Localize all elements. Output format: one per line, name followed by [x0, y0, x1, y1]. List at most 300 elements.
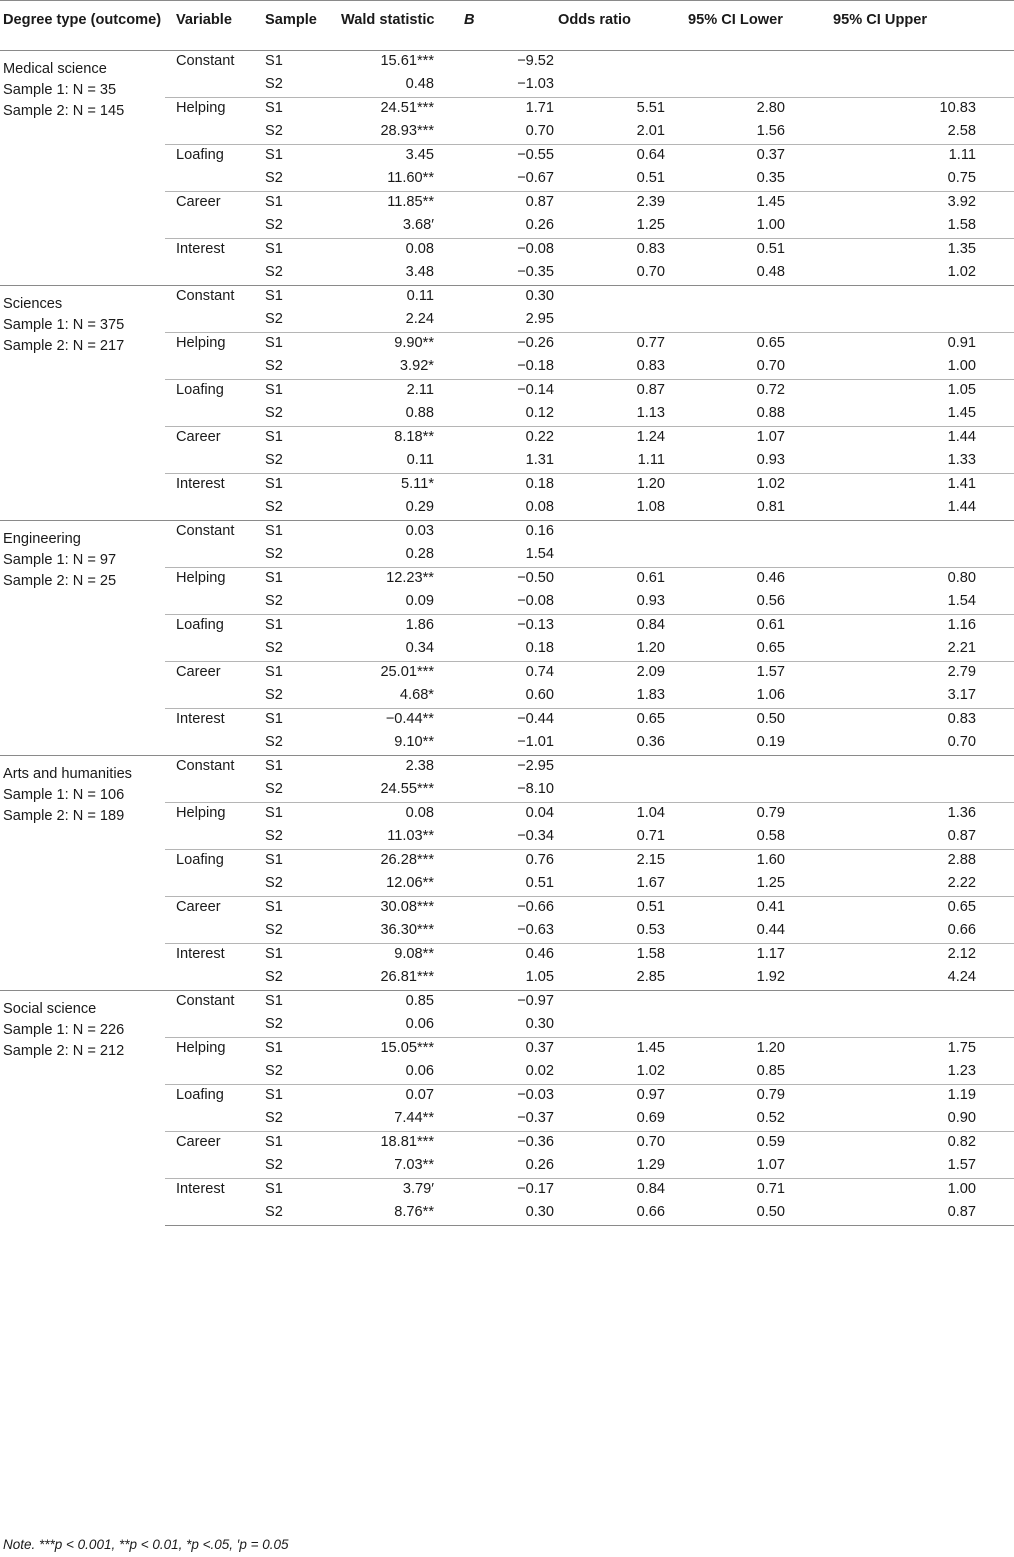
variable-cell	[165, 615, 265, 662]
b-coefficient-cell	[464, 897, 558, 944]
odds-ratio-cell-value: 0.36	[636, 734, 665, 750]
odds-ratio-cell	[558, 709, 688, 756]
ci-upper-cell-value: 0.75	[947, 170, 976, 186]
sample-1-n: Sample 1: N = 97	[3, 552, 117, 568]
wald-statistic-cell-value: 0.08	[405, 241, 434, 257]
ci-lower-cell-value	[688, 286, 785, 309]
ci-lower-cell-value: 0.37	[756, 147, 785, 163]
sample-cell-value: S1	[265, 241, 283, 257]
b-coefficient-cell-value: 0.51	[525, 875, 554, 891]
degree-name: Sciences	[3, 296, 63, 312]
sample-cell-value: S1	[265, 1134, 283, 1150]
header-row	[0, 1, 1014, 51]
odds-ratio-cell	[558, 991, 688, 1038]
wald-statistic-cell	[341, 333, 464, 380]
ci-upper-cell-value: 3.17	[947, 687, 976, 703]
sample-cell-value: S2	[265, 264, 283, 280]
wald-statistic-cell-value: 28.93***	[380, 123, 434, 139]
b-coefficient-cell	[464, 615, 558, 662]
ci-lower-cell	[688, 239, 833, 286]
b-coefficient-cell-value: −0.36	[517, 1134, 554, 1150]
wald-statistic-cell-value: 0.48	[405, 76, 434, 92]
wald-statistic-cell-value: 0.28	[405, 546, 434, 562]
sample-cell	[265, 803, 341, 850]
b-coefficient-cell-value: −2.95	[517, 758, 554, 774]
ci-lower-cell-value: 0.81	[756, 499, 785, 515]
b-coefficient-cell	[464, 803, 558, 850]
sample-cell-value: S1	[265, 946, 283, 962]
wald-statistic-cell-value: 7.44**	[394, 1110, 434, 1126]
ci-lower-cell	[688, 286, 833, 333]
header-degree-type: Degree type (outcome)	[0, 1, 165, 51]
ci-upper-cell-value: 0.65	[947, 899, 976, 915]
wald-statistic-cell	[341, 850, 464, 897]
ci-upper-cell-value: 1.58	[947, 217, 976, 233]
degree-name: Social science	[3, 1001, 97, 1017]
ci-upper-cell	[833, 333, 1014, 380]
odds-ratio-cell-value: 0.66	[636, 1204, 665, 1220]
ci-lower-cell-value: 0.50	[756, 711, 785, 727]
ci-upper-cell	[833, 1038, 1014, 1085]
sample-cell-value: S2	[265, 1016, 283, 1032]
sample-cell	[265, 521, 341, 568]
sample-cell-value: S2	[265, 1110, 283, 1126]
ci-lower-cell	[688, 944, 833, 991]
b-coefficient-cell-value: −0.17	[517, 1181, 554, 1197]
sample-cell-value: S2	[265, 969, 283, 985]
sample-cell-value: S2	[265, 922, 283, 938]
odds-ratio-cell-value: 1.13	[636, 405, 665, 421]
ci-upper-cell	[833, 239, 1014, 286]
b-coefficient-cell-value: −8.10	[517, 781, 554, 797]
odds-ratio-cell-value: 1.20	[636, 476, 665, 492]
sample-cell	[265, 427, 341, 474]
wald-statistic-cell	[341, 803, 464, 850]
ci-lower-cell	[688, 756, 833, 803]
wald-statistic-cell-value: −0.44**	[385, 711, 434, 727]
table-row	[0, 756, 1014, 803]
ci-upper-cell-value: 1.02	[947, 264, 976, 280]
ci-lower-cell-value	[688, 309, 785, 332]
table-body	[0, 51, 1014, 1226]
wald-statistic-cell	[341, 568, 464, 615]
ci-upper-cell-value: 2.88	[947, 852, 976, 868]
variable-name: Career	[176, 1134, 221, 1150]
wald-statistic-cell-value: 2.38	[405, 758, 434, 774]
odds-ratio-cell-value: 1.29	[636, 1157, 665, 1173]
odds-ratio-cell-value	[558, 779, 665, 802]
ci-upper-cell	[833, 1132, 1014, 1179]
ci-lower-cell-value: 1.20	[756, 1040, 785, 1056]
variable-cell	[165, 380, 265, 427]
b-coefficient-cell-value: 0.60	[525, 687, 554, 703]
ci-lower-cell-value: 1.17	[756, 946, 785, 962]
ci-lower-cell	[688, 1132, 833, 1179]
odds-ratio-cell	[558, 756, 688, 803]
ci-lower-cell-value: 1.25	[756, 875, 785, 891]
ci-lower-cell-value: 1.07	[756, 429, 785, 445]
ci-upper-cell	[833, 944, 1014, 991]
table-row	[0, 521, 1014, 568]
wald-statistic-cell-value: 0.29	[405, 499, 434, 515]
ci-lower-cell-value: 0.35	[756, 170, 785, 186]
sample-cell	[265, 239, 341, 286]
wald-statistic-cell-value: 3.45	[405, 147, 434, 163]
ci-lower-cell	[688, 1179, 833, 1226]
b-coefficient-cell	[464, 944, 558, 991]
ci-lower-cell-value: 0.59	[756, 1134, 785, 1150]
b-coefficient-cell-value: 0.18	[525, 640, 554, 656]
wald-statistic-cell	[341, 1132, 464, 1179]
variable-cell	[165, 662, 265, 709]
odds-ratio-cell-value: 0.97	[636, 1087, 665, 1103]
sample-cell-value: S1	[265, 664, 283, 680]
b-coefficient-cell-value: −0.26	[517, 335, 554, 351]
odds-ratio-cell-value: 0.83	[636, 358, 665, 374]
ci-upper-cell-value: 0.87	[947, 828, 976, 844]
ci-upper-cell	[833, 51, 1014, 98]
ci-lower-cell-value: 0.50	[756, 1204, 785, 1220]
wald-statistic-cell-value: 0.03	[405, 523, 434, 539]
ci-lower-cell	[688, 1085, 833, 1132]
ci-upper-cell-value: 1.33	[947, 452, 976, 468]
sample-cell	[265, 145, 341, 192]
ci-lower-cell-value: 0.88	[756, 405, 785, 421]
odds-ratio-cell	[558, 427, 688, 474]
sample-cell-value: S2	[265, 1204, 283, 1220]
wald-statistic-cell-value: 0.85	[405, 993, 434, 1009]
wald-statistic-cell	[341, 145, 464, 192]
ci-lower-cell	[688, 850, 833, 897]
b-coefficient-cell-value: 1.54	[525, 546, 554, 562]
wald-statistic-cell	[341, 991, 464, 1038]
degree-name: Medical science	[3, 61, 107, 77]
wald-statistic-cell-value: 0.07	[405, 1087, 434, 1103]
variable-cell	[165, 286, 265, 333]
b-coefficient-cell-value: 0.18	[525, 476, 554, 492]
ci-lower-cell	[688, 98, 833, 145]
odds-ratio-cell-value: 0.64	[636, 147, 665, 163]
wald-statistic-cell-value: 9.90**	[394, 335, 434, 351]
variable-name: Constant	[176, 758, 235, 774]
sample-cell-value: S2	[265, 358, 283, 374]
sample-cell-value: S2	[265, 1063, 283, 1079]
ci-upper-cell-value	[833, 1014, 976, 1037]
header-b: B	[464, 1, 558, 51]
odds-ratio-cell	[558, 192, 688, 239]
degree-type-cell	[0, 51, 165, 286]
b-coefficient-cell	[464, 145, 558, 192]
table-row	[0, 51, 1014, 98]
ci-lower-cell-value: 0.44	[756, 922, 785, 938]
ci-upper-cell-value: 0.70	[947, 734, 976, 750]
variable-cell	[165, 568, 265, 615]
ci-upper-cell-value: 1.44	[947, 499, 976, 515]
ci-upper-cell	[833, 897, 1014, 944]
sample-cell-value: S1	[265, 53, 283, 69]
header-ci-upper: 95% CI Upper	[833, 1, 1014, 51]
variable-name: Career	[176, 194, 221, 210]
ci-upper-cell-value: 0.80	[947, 570, 976, 586]
odds-ratio-cell-value	[558, 991, 665, 1014]
wald-statistic-cell-value: 4.68*	[399, 687, 434, 703]
sample-cell	[265, 709, 341, 756]
wald-statistic-cell	[341, 756, 464, 803]
sample-2-n: Sample 2: N = 212	[3, 1043, 125, 1059]
odds-ratio-cell	[558, 1038, 688, 1085]
b-coefficient-cell-value: 1.05	[525, 969, 554, 985]
b-coefficient-cell	[464, 192, 558, 239]
sample-cell-value: S1	[265, 711, 283, 727]
b-coefficient-cell-value: −0.97	[517, 993, 554, 1009]
b-coefficient-cell	[464, 756, 558, 803]
b-coefficient-cell-value: −0.37	[517, 1110, 554, 1126]
table-row	[0, 991, 1014, 1038]
ci-lower-cell-value	[688, 1014, 785, 1037]
odds-ratio-cell-value: 2.85	[636, 969, 665, 985]
variable-name: Loafing	[176, 382, 224, 398]
ci-lower-cell	[688, 333, 833, 380]
odds-ratio-cell-value: 1.58	[636, 946, 665, 962]
wald-statistic-cell-value: 26.28***	[380, 852, 434, 868]
ci-upper-cell	[833, 1085, 1014, 1132]
variable-cell	[165, 944, 265, 991]
wald-statistic-cell	[341, 521, 464, 568]
wald-statistic-cell-value: 3.92*	[399, 358, 434, 374]
ci-upper-cell	[833, 709, 1014, 756]
ci-lower-cell	[688, 380, 833, 427]
sample-cell-value: S2	[265, 828, 283, 844]
variable-cell	[165, 709, 265, 756]
variable-cell	[165, 145, 265, 192]
ci-upper-cell-value	[833, 756, 976, 779]
b-coefficient-cell-value: 0.26	[525, 1157, 554, 1173]
odds-ratio-cell-value: 1.83	[636, 687, 665, 703]
wald-statistic-cell-value: 36.30***	[380, 922, 434, 938]
odds-ratio-cell-value	[558, 544, 665, 567]
ci-upper-cell-value: 0.82	[947, 1134, 976, 1150]
odds-ratio-cell-value: 2.01	[636, 123, 665, 139]
ci-upper-cell-value	[833, 286, 976, 309]
odds-ratio-cell-value: 2.09	[636, 664, 665, 680]
variable-cell	[165, 192, 265, 239]
wald-statistic-cell-value: 12.06**	[386, 875, 434, 891]
variable-cell	[165, 756, 265, 803]
sample-1-n: Sample 1: N = 106	[3, 787, 125, 803]
odds-ratio-cell-value	[558, 1014, 665, 1037]
odds-ratio-cell-value: 0.70	[636, 264, 665, 280]
odds-ratio-cell	[558, 474, 688, 521]
ci-lower-cell-value: 0.70	[756, 358, 785, 374]
sample-cell-value: S1	[265, 335, 283, 351]
variable-name: Helping	[176, 335, 226, 351]
ci-lower-cell-value	[688, 991, 785, 1014]
wald-statistic-cell-value: 9.08**	[394, 946, 434, 962]
ci-upper-cell	[833, 380, 1014, 427]
odds-ratio-cell-value	[558, 286, 665, 309]
odds-ratio-cell	[558, 944, 688, 991]
sample-cell	[265, 333, 341, 380]
odds-ratio-cell-value: 1.08	[636, 499, 665, 515]
odds-ratio-cell-value: 1.04	[636, 805, 665, 821]
sample-2-n: Sample 2: N = 189	[3, 808, 125, 824]
sample-cell-value: S2	[265, 311, 283, 327]
variable-cell	[165, 239, 265, 286]
ci-upper-cell-value: 1.05	[947, 382, 976, 398]
b-coefficient-cell	[464, 709, 558, 756]
b-coefficient-cell-value: 0.30	[525, 1204, 554, 1220]
ci-upper-cell-value	[833, 991, 976, 1014]
sample-cell	[265, 756, 341, 803]
variable-name: Helping	[176, 805, 226, 821]
b-coefficient-cell	[464, 380, 558, 427]
odds-ratio-cell	[558, 1085, 688, 1132]
table-note: Note. ***p < 0.001, **p < 0.01, *p <.05, ′p = 0.05	[3, 1537, 289, 1552]
b-coefficient-cell-value: 0.22	[525, 429, 554, 445]
wald-statistic-cell-value: 0.06	[405, 1063, 434, 1079]
wald-statistic-cell-value: 0.06	[405, 1016, 434, 1032]
wald-statistic-cell	[341, 474, 464, 521]
ci-upper-cell	[833, 850, 1014, 897]
ci-lower-cell-value	[688, 779, 785, 802]
variable-cell	[165, 474, 265, 521]
ci-lower-cell-value: 1.56	[756, 123, 785, 139]
wald-statistic-cell	[341, 427, 464, 474]
sample-cell-value: S1	[265, 899, 283, 915]
degree-type-cell	[0, 756, 165, 991]
ci-upper-cell-value: 1.23	[947, 1063, 976, 1079]
ci-lower-cell-value: 0.51	[756, 241, 785, 257]
wald-statistic-cell-value: 1.86	[405, 617, 434, 633]
odds-ratio-cell	[558, 286, 688, 333]
ci-upper-cell-value: 10.83	[939, 100, 976, 116]
odds-ratio-cell-value: 0.71	[636, 828, 665, 844]
odds-ratio-cell-value: 0.84	[636, 617, 665, 633]
wald-statistic-cell-value: 11.60**	[387, 170, 434, 186]
ci-upper-cell	[833, 286, 1014, 333]
variable-name: Constant	[176, 53, 235, 69]
wald-statistic-cell	[341, 51, 464, 98]
ci-upper-cell-value: 0.90	[947, 1110, 976, 1126]
ci-lower-cell	[688, 897, 833, 944]
wald-statistic-cell	[341, 662, 464, 709]
ci-upper-cell	[833, 98, 1014, 145]
sample-cell	[265, 944, 341, 991]
ci-upper-cell-value: 1.36	[947, 805, 976, 821]
wald-statistic-cell-value: 0.09	[405, 593, 434, 609]
sample-cell-value: S1	[265, 429, 283, 445]
sample-cell	[265, 1038, 341, 1085]
sample-cell-value: S2	[265, 875, 283, 891]
b-coefficient-cell-value: −1.01	[517, 734, 554, 750]
ci-lower-cell-value: 0.56	[756, 593, 785, 609]
sample-cell-value: S1	[265, 617, 283, 633]
wald-statistic-cell	[341, 944, 464, 991]
b-coefficient-cell-value: −0.14	[517, 382, 554, 398]
variable-name: Interest	[176, 711, 225, 727]
sample-cell-value: S2	[265, 452, 283, 468]
wald-statistic-cell	[341, 1038, 464, 1085]
b-coefficient-cell-value: −0.08	[517, 593, 554, 609]
ci-upper-cell-value: 2.58	[947, 123, 976, 139]
odds-ratio-cell-value: 5.51	[636, 100, 665, 116]
sample-cell-value: S2	[265, 76, 283, 92]
sample-cell	[265, 1179, 341, 1226]
b-coefficient-cell-value: 0.30	[525, 1016, 554, 1032]
ci-lower-cell-value	[688, 756, 785, 779]
ci-lower-cell-value: 0.79	[756, 805, 785, 821]
variable-cell	[165, 98, 265, 145]
variable-cell	[165, 521, 265, 568]
sample-cell-value: S2	[265, 405, 283, 421]
wald-statistic-cell	[341, 380, 464, 427]
variable-cell	[165, 1132, 265, 1179]
odds-ratio-cell	[558, 239, 688, 286]
odds-ratio-cell-value: 0.87	[636, 382, 665, 398]
b-coefficient-cell	[464, 333, 558, 380]
b-coefficient-cell-value: 0.87	[525, 194, 554, 210]
degree-type-cell	[0, 286, 165, 521]
odds-ratio-cell-value: 0.77	[636, 335, 665, 351]
degree-type-cell	[0, 991, 165, 1226]
wald-statistic-cell	[341, 709, 464, 756]
odds-ratio-cell	[558, 521, 688, 568]
variable-cell	[165, 991, 265, 1038]
ci-upper-cell	[833, 568, 1014, 615]
b-coefficient-cell	[464, 850, 558, 897]
b-coefficient-cell-value: 0.30	[525, 288, 554, 304]
b-coefficient-cell-value: 0.70	[525, 123, 554, 139]
sample-cell-value: S1	[265, 288, 283, 304]
b-coefficient-cell-value: −0.50	[517, 570, 554, 586]
b-coefficient-cell-value: 0.12	[525, 405, 554, 421]
b-coefficient-cell-value: 1.31	[525, 452, 554, 468]
sample-cell	[265, 1132, 341, 1179]
odds-ratio-cell-value: 0.83	[636, 241, 665, 257]
b-coefficient-cell-value: −0.34	[517, 828, 554, 844]
ci-lower-cell-value: 0.52	[756, 1110, 785, 1126]
sample-cell-value: S1	[265, 1181, 283, 1197]
wald-statistic-cell	[341, 192, 464, 239]
ci-upper-cell-value: 4.24	[947, 969, 976, 985]
odds-ratio-cell-value: 2.39	[636, 194, 665, 210]
wald-statistic-cell	[341, 615, 464, 662]
ci-lower-cell-value: 0.71	[756, 1181, 785, 1197]
sample-cell-value: S1	[265, 476, 283, 492]
wald-statistic-cell-value: 11.85**	[387, 194, 434, 210]
ci-upper-cell	[833, 145, 1014, 192]
b-coefficient-cell-value: −1.03	[517, 76, 554, 92]
header-ci-lower: 95% CI Lower	[688, 1, 833, 51]
variable-name: Loafing	[176, 852, 224, 868]
b-coefficient-cell-value: −0.08	[517, 241, 554, 257]
ci-upper-cell	[833, 756, 1014, 803]
sample-cell	[265, 380, 341, 427]
ci-upper-cell	[833, 991, 1014, 1038]
degree-type-cell	[0, 521, 165, 756]
wald-statistic-cell-value: 8.76**	[394, 1204, 434, 1220]
ci-lower-cell-value: 1.07	[756, 1157, 785, 1173]
degree-name: Engineering	[3, 531, 81, 547]
variable-cell	[165, 1038, 265, 1085]
variable-name: Career	[176, 429, 221, 445]
variable-name: Interest	[176, 476, 225, 492]
b-coefficient-cell-value: 1.71	[525, 100, 554, 116]
wald-statistic-cell	[341, 897, 464, 944]
b-coefficient-cell	[464, 98, 558, 145]
ci-lower-cell	[688, 521, 833, 568]
ci-lower-cell-value: 0.48	[756, 264, 785, 280]
